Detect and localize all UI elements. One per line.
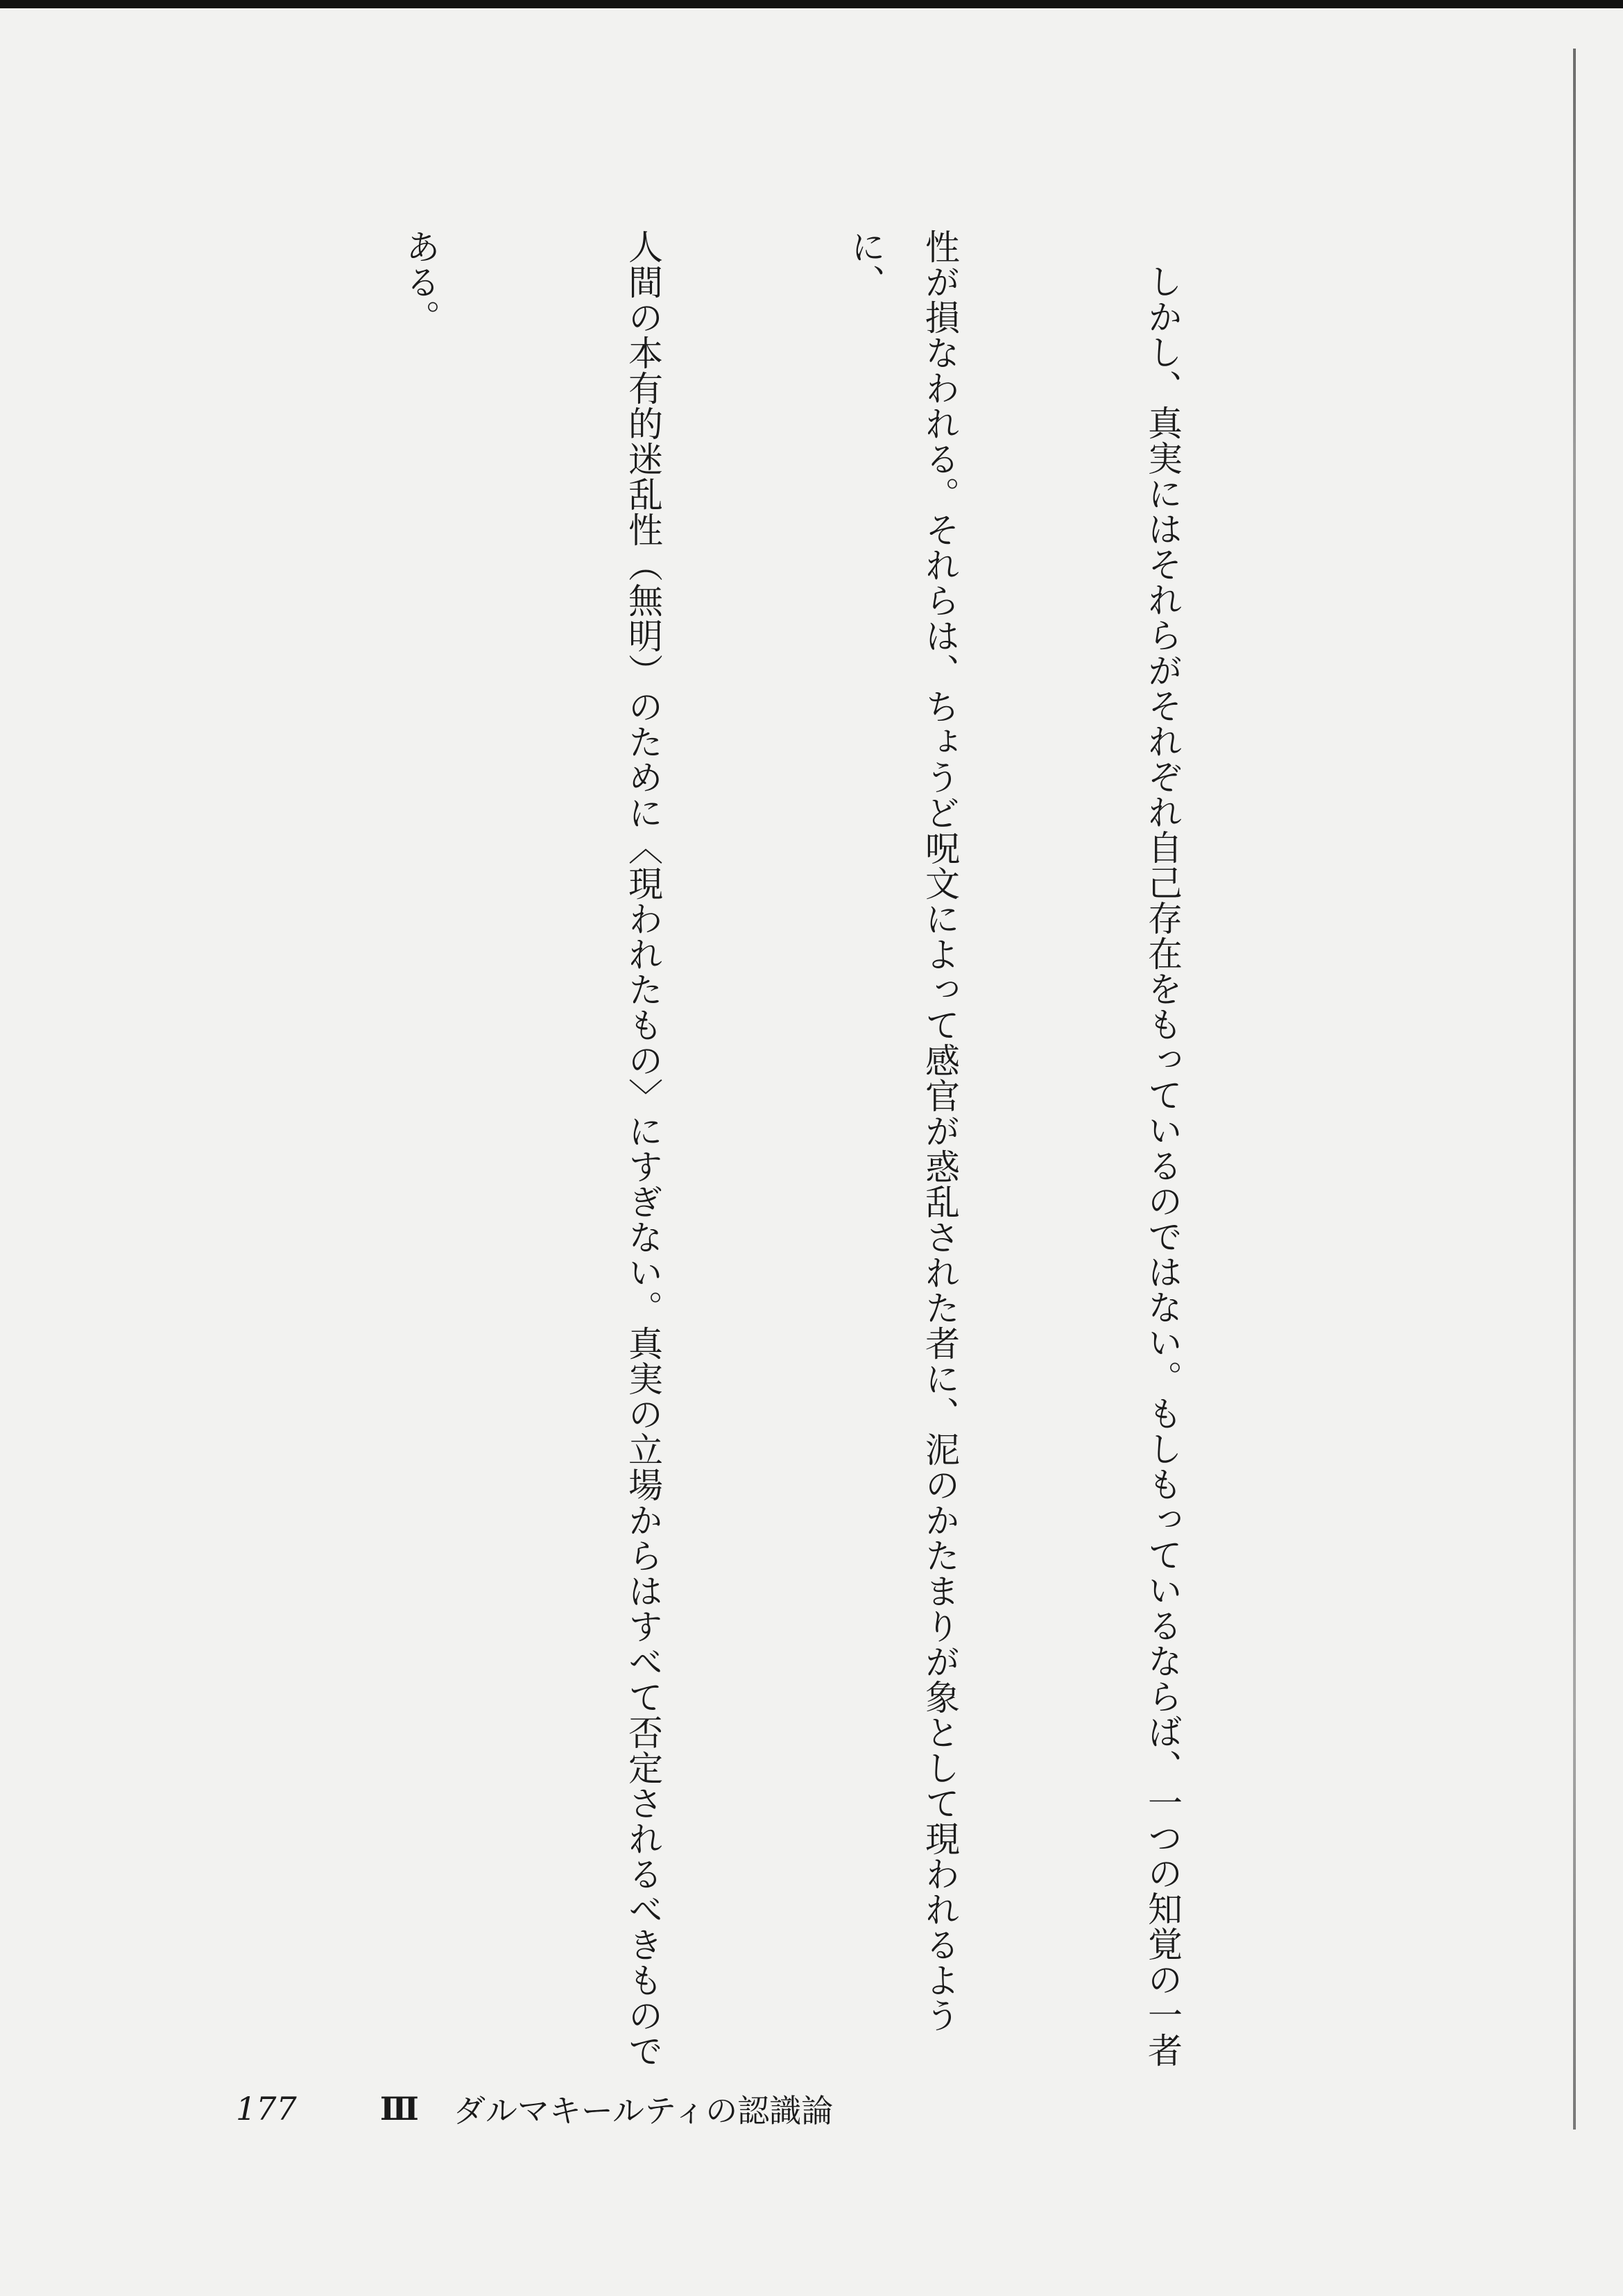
part-numeral: Ⅲ [379, 2090, 419, 2127]
binding-edge-line [1573, 49, 1576, 2130]
chapter-title: ダルマキールティの認識論 [453, 2092, 834, 2130]
vertical-text-block [0, 229, 1422, 2074]
page-footer [236, 2081, 833, 2136]
paragraph-1-line-3: 人間の本有的迷乱性（無明）のために〈現われたもの〉にすぎない。真実の立場からはすべて否定されるべきもので [623, 229, 663, 2068]
paragraph-1-line-1: しかし、真実にはそれらがそれぞれ自己存在をもっているのではない。もしもっているならば、一つの知覚の一者 [1142, 264, 1183, 2068]
spacer [119, 229, 160, 2074]
paragraph-1-line-4: ある。 [400, 229, 440, 335]
page-number: 177 [236, 2090, 297, 2127]
paragraph-1-line-2: 性が損なわれる。それらは、ちょうど呪文によって感官が惑乱された者に、泥のかたまりが象として現われるように、 [845, 229, 960, 2033]
top-edge-rule [0, 0, 1623, 8]
